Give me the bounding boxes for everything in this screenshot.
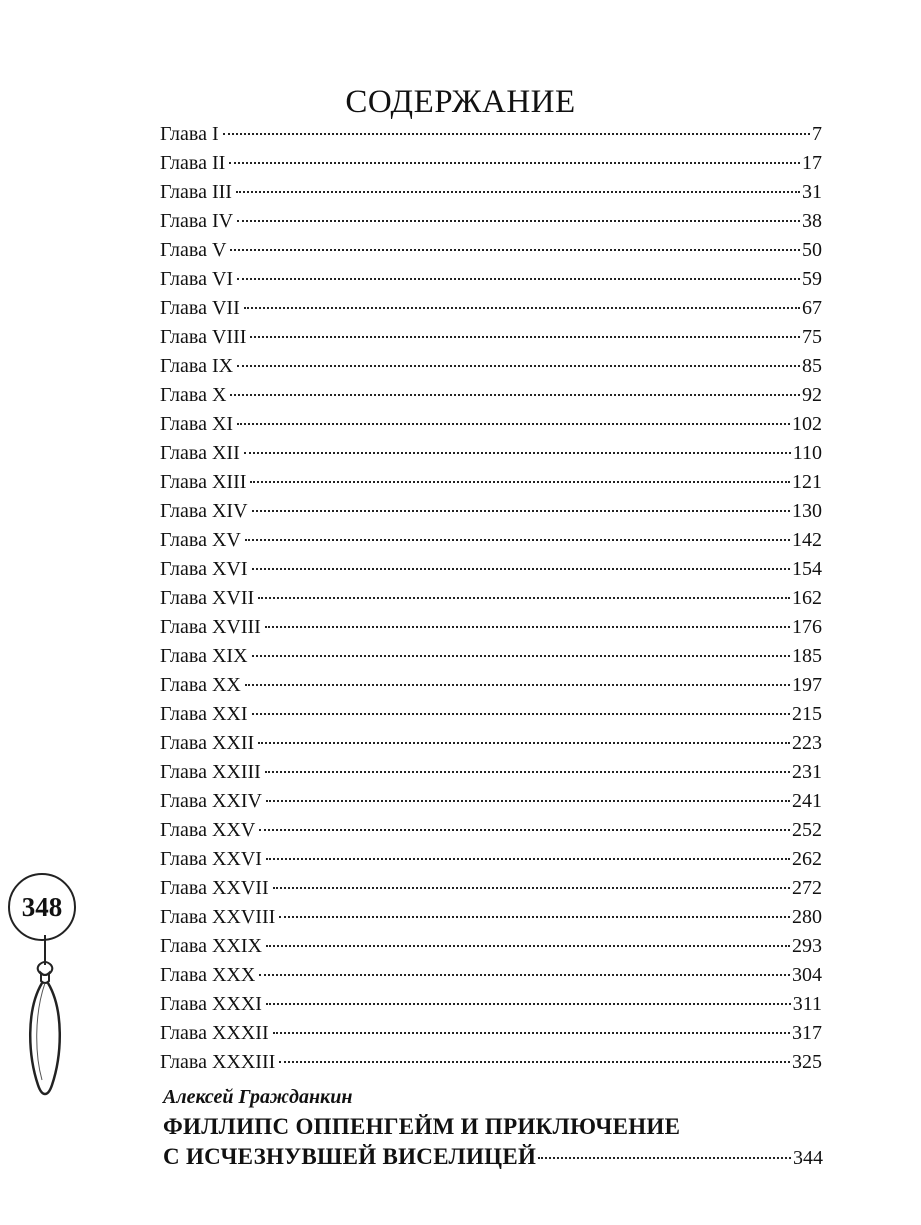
- toc-entry: [160, 700, 822, 729]
- leader-dots: [273, 1032, 790, 1034]
- toc-entry-label: Глава IX: [160, 355, 234, 377]
- toc-entry-page: 223: [792, 732, 822, 754]
- toc-entry: [160, 555, 822, 584]
- toc-entry-page: 38: [802, 210, 822, 232]
- toc-entry-label: Глава XXVI: [160, 848, 262, 870]
- toc-entry-label: Глава XIII: [160, 471, 247, 493]
- toc-entry-page: 262: [792, 848, 822, 870]
- toc-entry-page: 50: [802, 239, 822, 261]
- toc-entry-page: 280: [792, 906, 822, 928]
- toc-entry-label: Глава XXXI: [160, 993, 262, 1015]
- toc-entry-label: Глава XXXIII: [160, 1051, 276, 1073]
- toc-entry-label: Глава XIX: [160, 645, 248, 667]
- leader-dots: [266, 945, 790, 947]
- leader-dots: [265, 626, 790, 628]
- toc-entry-label: Глава XXX: [160, 964, 256, 986]
- toc-entry-label: Глава XVIII: [160, 616, 261, 638]
- leader-dots: [237, 423, 790, 425]
- toc-entry-page: 293: [792, 935, 822, 957]
- toc-entry: [160, 526, 822, 555]
- toc-entry: [160, 120, 822, 149]
- toc-entry: [160, 932, 822, 961]
- toc-entry-page: 304: [792, 964, 822, 986]
- leader-dots: [250, 481, 790, 483]
- toc-entry-label: Глава XXXII: [160, 1022, 269, 1044]
- toc-entry-page: 311: [792, 993, 822, 1015]
- table-of-contents: [160, 120, 822, 1077]
- toc-entry: [160, 352, 822, 381]
- toc-entry: [160, 236, 822, 265]
- leader-dots: [265, 771, 790, 773]
- toc-entry-page: 102: [792, 413, 822, 435]
- toc-entry: [160, 1048, 822, 1077]
- toc-entry: [160, 816, 822, 845]
- toc-entry-page: 7: [812, 123, 822, 145]
- toc-entry-label: Глава V: [160, 239, 227, 261]
- essay-page-number: 344: [793, 1147, 823, 1169]
- leader-dots: [538, 1157, 791, 1159]
- leader-dots: [273, 887, 790, 889]
- toc-entry-page: 272: [792, 877, 822, 899]
- leader-dots: [252, 655, 790, 657]
- leader-dots: [237, 220, 800, 222]
- toc-entry-label: Глава XXIV: [160, 790, 262, 812]
- leader-dots: [252, 568, 790, 570]
- toc-entry-label: Глава XXVII: [160, 877, 269, 899]
- toc-entry-label: Глава VIII: [160, 326, 247, 348]
- leader-dots: [237, 278, 800, 280]
- toc-entry: [160, 207, 822, 236]
- toc-entry-label: Глава XI: [160, 413, 234, 435]
- toc-entry: [160, 1019, 822, 1048]
- leader-dots: [258, 742, 790, 744]
- toc-entry: [160, 265, 822, 294]
- leader-dots: [259, 974, 790, 976]
- toc-entry: [160, 758, 822, 787]
- leader-dots: [244, 307, 800, 309]
- toc-entry-page: 162: [792, 587, 822, 609]
- toc-entry: [160, 990, 822, 1019]
- toc-entry: [160, 642, 822, 671]
- toc-entry-label: Глава XVII: [160, 587, 255, 609]
- toc-entry: [160, 845, 822, 874]
- toc-entry: [160, 584, 822, 613]
- toc-entry-page: 231: [792, 761, 822, 783]
- toc-entry-label: Глава XII: [160, 442, 240, 464]
- leader-dots: [245, 684, 790, 686]
- leader-dots: [266, 800, 790, 802]
- essay-title-line2-row: [163, 1142, 823, 1172]
- leader-dots: [250, 336, 800, 338]
- toc-entry-label: Глава I: [160, 123, 219, 145]
- toc-entry-page: 325: [792, 1051, 822, 1073]
- toc-entry-page: 185: [792, 645, 822, 667]
- toc-entry: [160, 468, 822, 497]
- noose-icon: [20, 935, 70, 1115]
- essay-entry: [163, 1112, 823, 1172]
- toc-entry-label: Глава XXIII: [160, 761, 261, 783]
- toc-entry-label: Глава XIV: [160, 500, 248, 522]
- page-title: СОДЕРЖАНИЕ: [345, 84, 576, 120]
- leader-dots: [223, 133, 810, 135]
- toc-entry-page: 59: [802, 268, 822, 290]
- toc-entry-page: 75: [802, 326, 822, 348]
- leader-dots: [245, 539, 790, 541]
- toc-entry-label: Глава III: [160, 181, 232, 203]
- toc-entry-page: 31: [802, 181, 822, 203]
- essay-author: Алексей Гражданкин: [163, 1086, 353, 1108]
- leader-dots: [230, 249, 800, 251]
- toc-entry-page: 317: [792, 1022, 822, 1044]
- toc-entry-label: Глава XXI: [160, 703, 248, 725]
- toc-entry-label: Глава VI: [160, 268, 234, 290]
- leader-dots: [258, 597, 790, 599]
- toc-entry-label: Глава II: [160, 152, 226, 174]
- toc-entry-page: 154: [792, 558, 822, 580]
- leader-dots: [279, 916, 790, 918]
- leader-dots: [252, 713, 790, 715]
- toc-entry-label: Глава XXV: [160, 819, 256, 841]
- toc-entry-page: 121: [792, 471, 822, 493]
- toc-entry-label: Глава IV: [160, 210, 234, 232]
- toc-entry: [160, 787, 822, 816]
- toc-entry-page: 85: [802, 355, 822, 377]
- toc-entry-label: Глава VII: [160, 297, 240, 319]
- toc-entry: [160, 874, 822, 903]
- leader-dots: [237, 365, 800, 367]
- toc-entry: [160, 323, 822, 352]
- toc-entry-label: Глава XX: [160, 674, 241, 696]
- leader-dots: [244, 452, 791, 454]
- essay-title-line1: ФИЛЛИПС ОППЕНГЕЙМ И ПРИКЛЮЧЕНИЕ: [163, 1114, 681, 1139]
- toc-entry-page: 110: [792, 442, 822, 464]
- toc-entry-page: 197: [792, 674, 822, 696]
- toc-entry-label: Глава XXIX: [160, 935, 262, 957]
- toc-entry: [160, 671, 822, 700]
- toc-entry-page: 252: [792, 819, 822, 841]
- toc-entry-page: 67: [802, 297, 822, 319]
- toc-entry-page: 241: [792, 790, 822, 812]
- toc-entry: [160, 178, 822, 207]
- leader-dots: [236, 191, 800, 193]
- toc-entry: [160, 149, 822, 178]
- toc-entry-page: 17: [802, 152, 822, 174]
- leader-dots: [266, 1003, 791, 1005]
- toc-entry-page: 215: [792, 703, 822, 725]
- page-number-badge: 348: [8, 873, 76, 941]
- toc-entry-page: 176: [792, 616, 822, 638]
- leader-dots: [266, 858, 790, 860]
- toc-entry-label: Глава XV: [160, 529, 241, 551]
- toc-entry: [160, 410, 822, 439]
- toc-entry-label: Глава XVI: [160, 558, 248, 580]
- toc-entry: [160, 439, 822, 468]
- leader-dots: [229, 162, 800, 164]
- toc-entry-label: Глава XXVIII: [160, 906, 276, 928]
- toc-entry: [160, 381, 822, 410]
- leader-dots: [279, 1061, 790, 1063]
- toc-entry: [160, 613, 822, 642]
- toc-entry: [160, 961, 822, 990]
- toc-entry-label: Глава X: [160, 384, 227, 406]
- toc-entry-page: 142: [792, 529, 822, 551]
- toc-entry-label: Глава XXII: [160, 732, 255, 754]
- leader-dots: [259, 829, 790, 831]
- toc-entry-page: 92: [802, 384, 822, 406]
- toc-entry: [160, 903, 822, 932]
- essay-title-line2: С ИСЧЕЗНУВШЕЙ ВИСЕЛИЦЕЙ: [163, 1144, 537, 1169]
- toc-entry: [160, 497, 822, 526]
- toc-entry: [160, 729, 822, 758]
- toc-entry-page: 130: [792, 500, 822, 522]
- leader-dots: [230, 394, 800, 396]
- leader-dots: [252, 510, 790, 512]
- toc-entry: [160, 294, 822, 323]
